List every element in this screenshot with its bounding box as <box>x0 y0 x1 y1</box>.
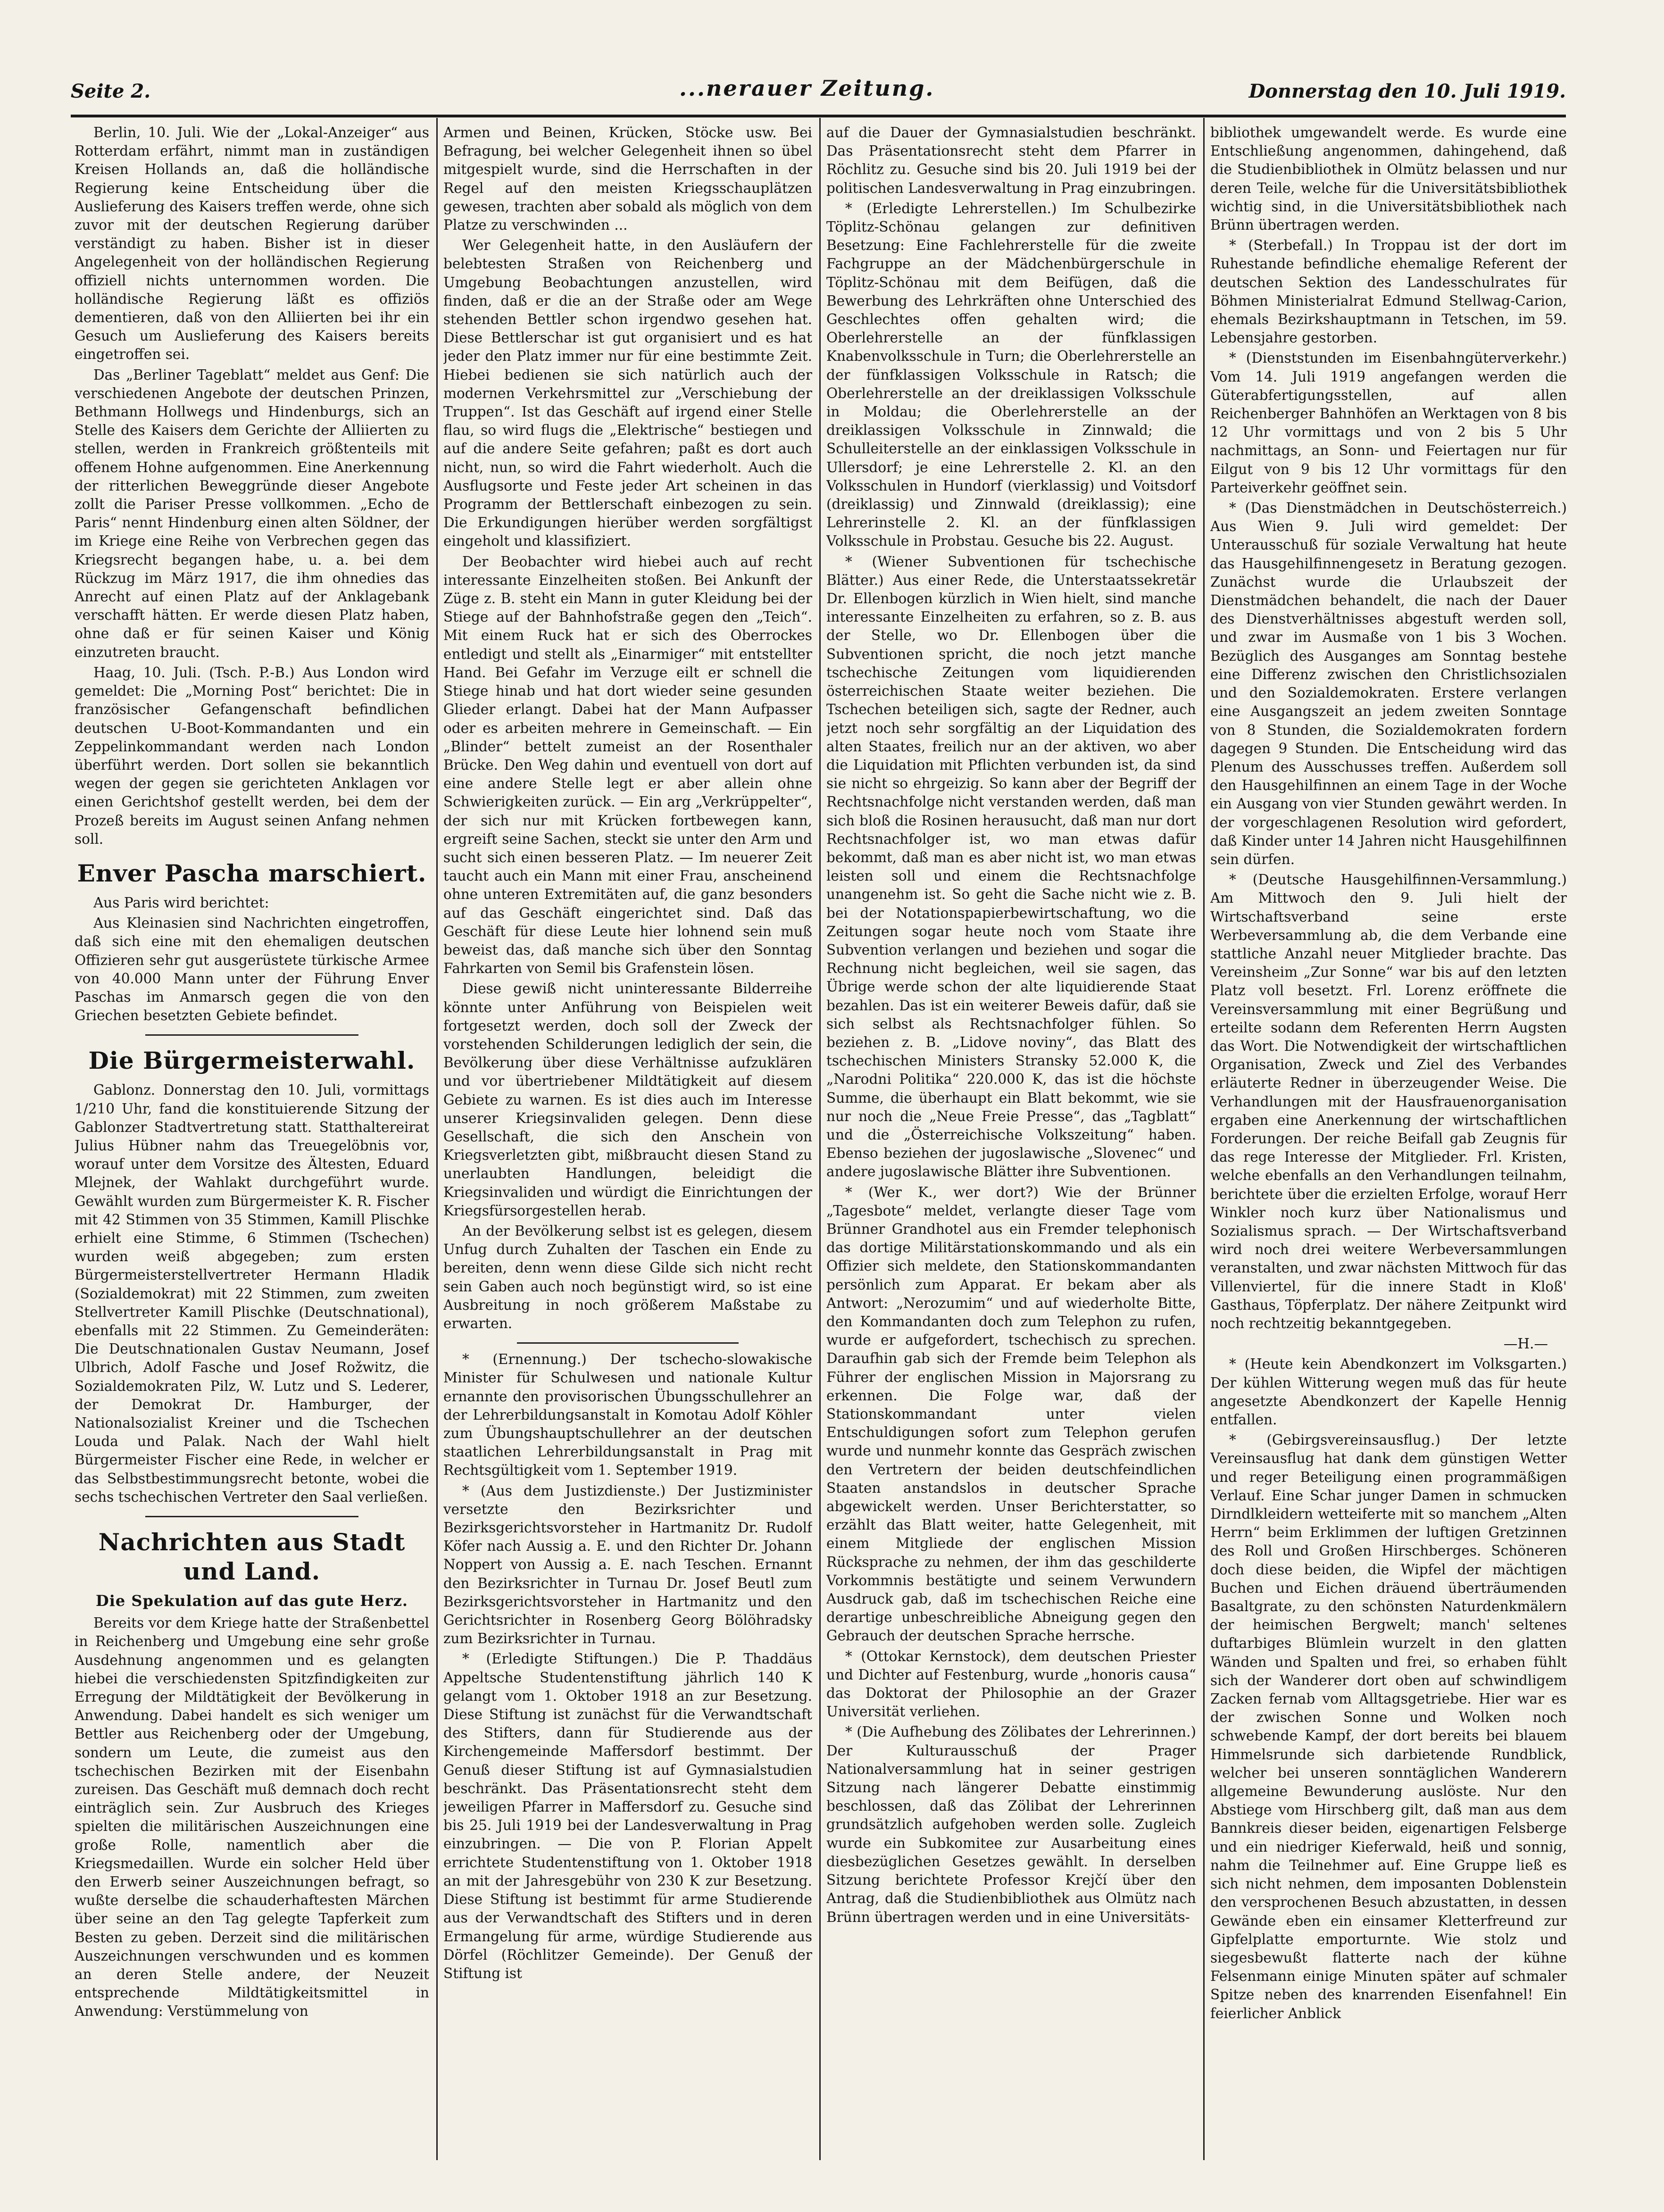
article-gebirgsverein: * (Gebirgsvereinsausflug.) Der letzte Vereinsausflug hat dank dem günstigen Wetter und reger Beteiligung einen programmäßigen Verlauf. Eine Schar junger Damen in schmucken Dirndlkleidern wetteiferte mit so manchem „Alten Herrn“ beim Erklimmen der luftigen Gretzinnen des Roll und Großen Hirschberges. Schöneren doch diese beiden, die Wipfel der mächtigen Buchen und Eichen dräuend überträumenden Basaltgrate, zu den schönsten Naturdenkmälern der heimischen Bergwelt; manch' seltenes duftarbiges Blümlein wurzelt in den glatten Wänden und Spalten und frei, so erhaben fühlt sich der Wanderer dort oben auf schwindligem Zacken fernab vom Alltagsgetriebe. Hier war es der zwischen Sonne und Wolken noch schwebende Kampf, der dort bereits bei blauem Himmelsrunde sich darbietende Rundblick, welcher bei unseren sonntäglichen Wanderern allgemeine Bewunderung auslöste. Nur den Abstiege vom Hirschberg gilt, daß man aus dem Bannkreis dieser beiden, eigenartigen Felsberge und ein niedriger Kieferwald, heiß und sonnig, nahm die Teilnehmer auf. Eine Gruppe ließ es sich nicht nehmen, dem imposanten Doblenstein den versprochenen Besuch abzustatten, in dessen Gewände eben ein einsamer Kletterfreund zur Gipfelplatte emporturnte. Wie stolz und siegesbewußt flatterte nach der kühne Felsenmann einige Minuten später auf schmaler Spitze neben des knarrenden Eisenfahnel! Ein feierlicher Anblick <box>1210 1432 1567 2021</box>
article-zoelibat-cont: bibliothek umgewandelt werde. Es wurde eine Entschließung angenommen, dahingehend, daß die Studienbibliothek in Olmütz belassen und nur deren Teile, welche für die Universitätsbibliothek wichtig sind, in die Universitätsbibliothek nach Brünn übertragen werden. <box>1210 125 1567 233</box>
column-3 <box>826 124 1196 2156</box>
page-number: Seite 2. <box>71 80 151 102</box>
separator <box>517 1342 738 1344</box>
article-sterbefall: * (Sterbefall.) In Troppau ist der dort im Ruhestande befindliche ehemalige Referent der deutschen Sektion des Landesschulrates für Böhmen Ministerialrat Edmund Stellwag-Carion, ehemals Bezirkshauptmann in Tetschen, im 59. Lebensjahre gestorben. <box>1210 237 1567 346</box>
headline-enver: Enver Pascha marschiert. <box>77 859 427 887</box>
article-wer-dort: * (Wer K., wer dort?) Wie der Brünner „Tagesbote“ meldet, verlangte dieser Tage vom Brünner Grandhotel aus ein Fremder telephonisch das dortige Militärstationskommando und als ein Offizier sich meldete, den Stationskommandanten persönlich zum Apparat. Er bekam aber als Antwort: „Nerozumim“ und auf wiederholte Bitte, den Kommandanten doch zum Telephon zu rufen, wurde er aufgefordert, tschechisch zu sprechen. Daraufhin gab sich der Fremde beim Telephon als Führer der englischen Mission in Majorsrang zu erkennen. Die Folge war, daß der Stationskommandant unter vielen Entschuldigungen sofort zum Telephon gerufen wurde und nunmehr konnte das Gespräch zwischen den Vertretern der beiden deutschfeindlichen Staaten anstandslos in deutscher Sprache abgewickelt werden. Unser Berichterstatter, so erzählt das Blatt weiter, hatte Gelegenheit, mit einem Mitgliede der englischen Mission Rücksprache zu nehmen, der ihm das geschilderte Vorkommnis bestätigte und seinem Verwundern Ausdruck gab, daß im tschechischen Reiche eine derartige unbeschreibliche Abneigung gegen den Gebrauch der deutschen Sprache herrsche. <box>826 1184 1196 1644</box>
article-enver-intro: Aus Paris wird berichtet: <box>93 894 269 911</box>
separator <box>145 1034 358 1036</box>
article-ernennung: * (Ernennung.) Der tschecho-slowakische Minister für Schulwesen und nationale Kultur ernannte den provisorischen Übungsschullehrer an der Lehrerbildungsanstalt in Komotau Adolf Köhler zum Übungshauptschullehrer an der deutschen staatlichen Lehrerbildungsanstalt in Prag mit Rechtsgültigkeit vom 1. September 1919. <box>443 1351 812 1479</box>
article-stiftungen: * (Erledigte Stiftungen.) Die P. Thaddäus Appeltsche Studentenstiftung jährlich 140 K gelangt vom 1. Oktober 1918 an zur Besetzung. Diese Stiftung ist zunächst für die Verwandtschaft des Stifters, dann für Studierende aus der Kirchengemeinde Maffersdorf bestimmt. Der Genuß dieser Stiftung ist auf Gymnasialstudien beschränkt. Das Präsentationsrecht steht dem jeweiligen Pfarrer in Maffersdorf zu. Gesuche sind bis 25. Juli 1919 bei der Landesverwaltung in Prag einzubringen. — Die von P. Florian Appelt errichtete Studentenstiftung von 1. Oktober 1918 an mit der Jahresgebühr von 230 K zur Besetzung. Diese Stiftung ist bestimmt für arme Studierende aus der Verwandtschaft des Stifters und in deren Ermangelung für arme, würdige Studierende aus Dörfel (Röchlitzer Gemeinde). Der Genuß der Stiftung ist <box>443 1651 812 1981</box>
article-hausgehilfinnen: * (Deutsche Hausgehilfinnen-Versammlung.) Am Mittwoch den 9. Juli hielt der Wirtschaftsverband seine erste Werbeversammlung ab, die dem Verbande eine stattliche Anzahl neuer Mitglieder brachte. Das Vereinsheim „Zur Sonne“ war bis auf den letzten Platz voll besetzt. Frl. Lorenz eröffnete die Vereinsversammlung mit einer Begrüßung und erteilte sodann dem Referenten Herrn Augsten das Wort. Die Notwendigkeit der wirtschaftlichen Organisation, Zweck und Ziel des Verbandes erläuterte Redner in überzeugender Weise. Die Verhandlungen mit der Hausfrauenorganisation ergaben eine Anerkennung der wirtschaftlichen Forderungen. Der reiche Beifall gab Zeugnis für das rege Interesse der Mitglieder. Frl. Kristen, welche ebenfalls an den Verhandlungen teilnahm, berichtete über die erzielten Erfolge, worauf Herr Winkler noch kurz über Nationalismus und Sozialismus sprach. — Der Wirtschaftsverband wird noch drei weitere Werbeversammlungen veranstalten, und zwar nächsten Mittwoch für das Villenviertel, für die innere Stadt in Kloß' Gasthaus, Töpferplatz. Der nähere Zeitpunkt wird noch rechtzeitig bekanntgegeben. <box>1210 872 1567 1331</box>
article-spekulation: Bereits vor dem Kriege hatte der Straßenbettel in Reichenberg und Umgebung eine sehr große Ausdehnung angenommen und es gelangten hiebei die verschiedensten Spitzfindigkeiten zur Erregung der Mildtätigkeit der Bevölkerung in Anwendung. Dabei handelt es sich weniger um Bettler aus Reichenberg oder der Umgebung, sondern um Leute, die zumeist aus den tschechischen Bezirken mit der Eisenbahn zureisen. Das Geschäft muß demnach doch recht einträglich sein. Zur Ausbruch des Krieges spielten die militärischen Auszeichnungen eine große Rolle, namentlich aber die Kriegsmedaillen. Wurde ein solcher Held über den Erwerb seiner Auszeichnungen befragt, so wußte derselbe die schauderhaftesten Märchen über seine an den Tag gelegte Tapferkeit zum Besten zu geben. Derzeit sind die militärischen Auszeichnungen verschwunden und es kommen an deren Stelle andere, der Neuzeit entsprechende Mildtätigkeitsmittel in Anwendung: Verstümmelung von <box>75 1615 429 2020</box>
issue-date: Donnerstag den 10. Juli 1919. <box>1248 80 1566 102</box>
article-berlin: Berlin, 10. Juli. Wie der „Lokal-Anzeiger“ aus Rotterdam erfährt, nimmt man in zuständigen Kreisen Hollands an, daß die holländische Regierung keine Entscheidung über die Auslieferung des Kaisers treffen werde, ohne sich zuvor mit der deutschen Regierung darüber verständigt zu haben. Bisher ist in dieser Angelegenheit von der holländischen Regierung offiziell nichts unternommen worden. Die holländische Regierung läßt es offiziös dementieren, daß von den Alliierten bei ihr ein Gesuch um Auslieferung des Kaisers bereits eingetroffen sei. <box>75 125 429 363</box>
headline-nachrichten: Nachrichten aus Stadt und Land. <box>98 1528 406 1586</box>
header-rule <box>71 115 1566 117</box>
article-dienstmaedchen: * (Das Dienstmädchen in Deutschösterreich.) Aus Wien 9. Juli wird gemeldet: Der Unterausschuß für soziale Verwaltung hat heute das Hausgehilfinnengesetz in Beratung gezogen. Zunächst wurde die Urlaubszeit der Dienstmädchen behandelt, die nach der Dauer des Dienstverhältnisses abgestuft werden soll, und zwar im Ausmaße von 1 bis 3 Wochen. Bezüglich des Ausganges am Sonntag bestehe eine Differenz zwischen den Christlichsozialen und den Sozialdemokraten. Erstere verlangen eine Ausgangszeit an jedem zweiten Sonntage von 8 Stunden, die Sozialdemokraten fordern dagegen 9 Stunden. Die Entscheidung wird das Plenum des Ausschusses treffen. Außerdem soll den Hausgehilfinnen an einem Tage in der Woche ein Ausgang von vier Stunden gewährt werden. In der vorgeschlagenen Resolution wird gefordert, daß Kinder unter 14 Jahren nicht Hausgehilfinnen sein dürfen. <box>1210 500 1567 867</box>
article-wiener-subventionen: * (Wiener Subventionen für tschechische Blätter.) Aus einer Rede, die Unterstaatssekretär Dr. Ellenbogen kürzlich in Wien hielt, sind manche interessante Einzelheiten zu erfahren, so z. B. aus der Stelle, wo Dr. Ellenbogen über die Subventionen spricht, die noch jetzt manche tschechische Zeitungen vom liquidierenden österreichischen Staate weiter beziehen. Die Tschechen beteiligen sich, sagte der Redner, auch jetzt noch sehr sorgfältig an der Liquidation des alten Staates, freilich nur an der aktiven, wo aber die Liquidation mit Pflichten verbunden ist, da sind sie nicht so ehrgeizig. So kann aber der Begriff der Rechtsnachfolge nicht verstanden werden, daß man sich bloß die Rosinen herausucht, daß man nur dort Rechtsnachfolger ist, wo man etwas dafür bekommt, daß man es aber nicht ist, wo man etwas leisten soll und einem die Rechtsnachfolge unangenehm ist. So geht die Sache nicht wie z. B. bei der Notationspapierbewirtschaftung, wo die Zeitungen sogar heute noch vom Staate ihre Subvention verlangen und beziehen und sogar die Rechnung nicht begleichen, weil sie sagen, das Übrige werde schon der alte liquidierende Staat bezahlen. Das ist ein weiterer Beweis dafür, daß sie sich selbst als Rechtsnachfolger fühlen. So beziehen z. B. „Lidove noviny“, das Blatt des tschechischen Ministers Stransky 52.000 K, die „Narodni Politika“ 220.000 K, das ist die höchste Summe, die überhaupt ein Blatt bekommt, wie sie nur noch die „Neue Freie Presse“, das „Tagblatt“ und die „Österreichische Volkszeitung“ haben. Ebenso beziehen der jugoslawische „Slovenec“ und andere jugoslawische Blätter ihre Subventionen. <box>826 553 1196 1180</box>
article-signature: —H.— <box>1503 1336 1548 1352</box>
article-lehrerstellen: * (Erledigte Lehrerstellen.) Im Schulbezirke Töplitz-Schönau gelangen zur definitiven Besetzung: Eine Fachlehrerstelle für die zweite Fachgruppe an der Mädchenbürgerschule in Töplitz-Schönau mit dem Beifügen, daß die Bewerbung des Lehrkräften ohne Unterschied des Geschlechtes offen gehalten wird; die Oberlehrerstelle an der fünfklassigen Knabenvolksschule in Turn; die Oberlehrerstelle an der fünfklassigen Volksschule in Ratsch; die Oberlehrerstelle an der dreiklassigen Volksschule in Moldau; die Oberlehrerstelle an der dreiklassigen Volksschule in Zinnwald; die Schulleiterstelle an der einklassigen Volksschule in Ullersdorf; je eine Lehrerstelle 2. Kl. an den Volksschulen in Hundorf (vierklassig) und Voitsdorf (dreiklassig) und Zinnwald (dreiklassig); eine Lehrerinstelle 2. Kl. an der fünfklassigen Volksschule in Probstau. Gesuche bis 22. August. <box>826 200 1196 549</box>
subheadline-spekulation: Die Spekulation auf das gute Herz. <box>95 1592 408 1610</box>
article-enver: Aus Kleinasien sind Nachrichten eingetroffen, daß sich eine mit den ehemaligen deutschen Offizieren sehr gut ausgerüstete türkische Armee von 40.000 Mann unter der Führung Enver Paschas im Anmarsch gegen die von den Griechen besetzten Gebiete befindet. <box>75 915 429 1024</box>
column-1 <box>75 124 429 2156</box>
article-zoelibat: * (Die Aufhebung des Zölibates der Lehrerinnen.) Der Kulturausschuß der Prager Nationalversammlung hat in seiner gestrigen Sitzung nach längerer Debatte einstimmig beschlossen, daß das Zölibat der Lehrerinnen grundsätzlich aufgehoben werden solle. Zugleich wurde ein Subkomitee zur Ausarbeitung eines diesbezüglichen Gesetzes gewählt. In derselben Sitzung berichtete Professor Krejčí über den Antrag, daß die Studienbibliothek aus Olmütz nach Brünn übertragen werden und in eine Universitäts- <box>826 1724 1196 1925</box>
article-haag: Haag, 10. Juli. (Tsch. P.-B.) Aus London wird gemeldet: Die „Morning Post“ berichtet: Die in französischer Gefangenschaft befindlichen deutschen U-Boot-Kommandanten und ein Zeppelinkommandant werden nach London überführt werden. Dort sollen sie bekanntlich wegen der gegen sie gerichteten Anklagen vor einen Gerichtshof gestellt werden, bei dem der Prozeß bereits im August seinen Anfang nehmen soll. <box>75 664 429 847</box>
column-divider <box>819 118 821 2160</box>
article-buergermeisterwahl: Gablonz. Donnerstag den 10. Juli, vormittags 1/210 Uhr, fand die konstituierende Sitzung der Gablonzer Stadtvertretung statt. Statthaltereirat Julius Hübner nahm das Treuegelöbnis vor, worauf unter dem Vorsitze des Ältesten, Eduard Mlejnek, der Wahlakt durchgeführt wurde. Gewählt wurden zum Bürgermeister K. R. Fischer mit 42 Stimmen von 35 Stimmen, Kamill Plischke erhielt eine Stimme, 6 Stimmen (Tschechen) wurden weiß abgegeben; zum ersten Bürgermeisterstellvertreter Hermann Hladik (Sozialdemokrat) mit 22 Stimmen, zum zweiten Stellvertreter Kamill Plischke (Deutschnational), ebenfalls mit 22 Stimmen. Zu Gemeinderäten: Die Deutschnationalen Gustav Neumann, Josef Ulbrich, Adolf Fasche und Josef Rožwitz, die Sozialdemokraten Pilz, W. Lutz und S. Lederer, der Demokrat Dr. Hamburger, der Nationalsozialist Kreiner und die Tschechen Louda und Palak. Nach der Wahl hielt Bürgermeister Fischer eine Rede, in welcher er das Selbstbestimmungsrecht betonte, wobei die sechs tschechischen Vertreter den Saal verließen. <box>75 1082 429 1505</box>
article-spekulation-5: An der Bevölkerung selbst ist es gelegen, diesem Unfug durch Zuhalten der Taschen ein Ende zu bereiten, denn wenn diese Gilde sich nicht recht sein Gaben auch noch begünstigt wird, so ist eine Ausbreitung in noch größerem Maßstabe zu erwarten. <box>443 1222 812 1331</box>
column-divider <box>436 118 438 2160</box>
page-header <box>71 71 1566 113</box>
column-4 <box>1210 124 1567 2156</box>
article-kernstock: * (Ottokar Kernstock), dem deutschen Priester und Dichter auf Festenburg, wurde „honoris causa“ das Doktorat der Philosophie an der Grazer Universität verliehen. <box>826 1648 1196 1720</box>
headline-buergermeisterwahl: Die Bürgermeisterwahl. <box>88 1047 416 1075</box>
article-spekulation-2: Wer Gelegenheit hatte, in den Ausläufern der belebtesten Straßen von Reichenberg und Umgebung Beobachtungen anzustellen, wird finden, daß er die an der Straße oder am Wege stehenden Bettler schon irgendwo gesehen hat. Diese Bettlerschar ist gut organisiert und es hat jeder den Platz immer nur für eine bestimmte Zeit. Hiebei bedienen sie sich natürlich auch der modernen Verkehrsmittel zur „Verschiebung der Truppen“. Ist das Geschäft auf irgend einer Stelle flau, so wird flugs die „Elektrische“ bestiegen und auf die andere Seite gefahren; paßt es dort auch nicht, nun, so wird die Fahrt wiederholt. Auch die Ausflugsorte und Feste jeder Art scheinen in das Programm der Bettlerschaft einbezogen zu sein. Die Erkundigungen hierüber werden sorgfältigst eingeholt und klassifiziert. <box>443 237 812 549</box>
article-spekulation-3: Der Beobachter wird hiebei auch auf recht interessante Einzelheiten stoßen. Bei Ankunft der Züge z. B. steht ein Mann in guter Kleidung bei der Stiege auf der Bahnhofstraße gegen den „Teich“. Mit einem Ruck hat er sich des Oberrockes entledigt und stellt als „Einarmiger“ mit entstellter Hand. Bei Gefahr im Verzuge eilt er schnell die Stiege hinab und hat dort wieder seine gesunden Glieder erlangt. Dabei hat der Mann Aufpasser oder es arbeiten mehrere in Gemeinschaft. — Ein „Blinder“ bettelt zumeist an der Rosenthaler Brücke. Den Weg dahin und eventuell von dort auf eine andere Stelle legt er aber allein ohne Schwierigkeiten zurück. — Ein arg „Verkrüppelter“, der sich nur mit Krücken fortbewegen kann, ergreift seine Sachen, steckt sie unter den Arm und sucht sich einen besseren Platz. — Im neuerer Zeit taucht auch ein Mann mit einer Frau, anscheinend ohne unteren Extremitäten auf, die ganz besonders auf das Geschäft eingerichtet sind. Daß das Geschäft für diese Leute hier lohnend sein muß beweist das, daß manche sich über den Sonntag Fahrkarten von Semil bis Grafenstein lösen. <box>443 553 812 977</box>
column-divider <box>1203 118 1205 2160</box>
separator <box>145 1516 358 1517</box>
column-2 <box>443 124 812 2156</box>
article-justizdienst: * (Aus dem Justizdienste.) Der Justizminister versetzte den Bezirksrichter und Bezirksgerichtsvorsteher in Hartmanitz Dr. Rudolf Köfer nach Aussig a. E. und den Richter Dr. Johann Noppert von Aussig a. E. nach Teschen. Ernannt den Bezirksrichter in Turnau Dr. Josef Beutl zum Bezirksgerichtsvorsteher in Hartmanitz und den Gerichtsrichter in Rosenberg Georg Bölöhradsky zum Bezirksrichter in Turnau. <box>443 1482 812 1647</box>
article-spekulation-4: Diese gewiß nicht uninteressante Bilderreihe könnte unter Anführung von Beispielen weit fortgesetzt werden, doch soll der Zweck der vorstehenden Schilderungen lediglich der sein, die Bevölkerung über diese Verhältnisse aufzuklären und vor übertriebener Mildtätigkeit auf diesem Gebiete zu warnen. Es ist dies auch im Interesse unserer Kriegsinvaliden gelegen. Denn diese Gesellschaft, die sich den Anschein von Kriegsverletzten gibt, mißbraucht diesen Stand zu unerlaubten Handlungen, beleidigt die Kriegsinvaliden und würdigt die Einrichtungen der Kriegsfürsorgestellen herab. <box>443 981 812 1219</box>
article-stiftungen-cont: auf die Dauer der Gymnasialstudien beschränkt. Das Präsentationsrecht steht dem Pfarrer in Röchlitz zu. Gesuche sind bis 20. Juli 1919 bei der politischen Landesverwaltung in Prag einzubringen. <box>826 125 1196 196</box>
article-spekulation-cont: Armen und Beinen, Krücken, Stöcke usw. Bei Befragung, bei welcher Gelegenheit ihnen so übel mitgespielt wurde, sind die Herrschaften in der Regel auf den meisten Kriegsschauplätzen gewesen, trachten aber sobald als möglich von dem Platze zu verschwinden ... <box>443 125 812 233</box>
article-dienststunden: * (Dienststunden im Eisenbahngüterverkehr.) Vom 14. Juli 1919 angefangen werden die Güterabfertigungsstellen, auf allen Reichenberger Bahnhöfen an Werktagen von 8 bis 12 Uhr vormittags und von 2 bis 5 Uhr nachmittags, an Sonn- und Feiertagen nur für Eilgut von 9 bis 12 Uhr vormittags für den Parteiverkehr geöffnet sein. <box>1210 350 1567 496</box>
newspaper-title: ...nerauer Zeitung. <box>679 75 935 101</box>
article-berliner-tageblatt: Das „Berliner Tageblatt“ meldet aus Genf: Die verschiedenen Angebote der deutschen Prinzen, Bethmann Hollwegs und Hindenburgs, sich an Stelle des Kaisers dem Gerichte der Alliierten zu stellen, werden in Frankreich größtenteils mit offenem Hohne aufgenommen. Eine Anerkennung der ritterlichen Beweggründe dieser Angebote zollt die Pariser Presse vollkommen. „Echo de Paris“ nennt Hindenburg einen alten Söldner, der im Kriege eine Reihe von Verbrechen gegen das Kriegsrecht begangen habe, u. a. bei dem Rückzug im März 1917, die ihm ohnedies das Anrecht auf einen Platz auf der Anklagebank verschafft hätten. Er werde diesen Platz haben, ohne daß er für seinen Kaiser und König einzutreten braucht. <box>75 366 429 660</box>
article-abendkonzert: * (Heute kein Abendkonzert im Volksgarten.) Der kühlen Witterung wegen muß das für heute angesetzte Abendkonzert der Kapelle Hennig entfallen. <box>1210 1356 1567 1428</box>
